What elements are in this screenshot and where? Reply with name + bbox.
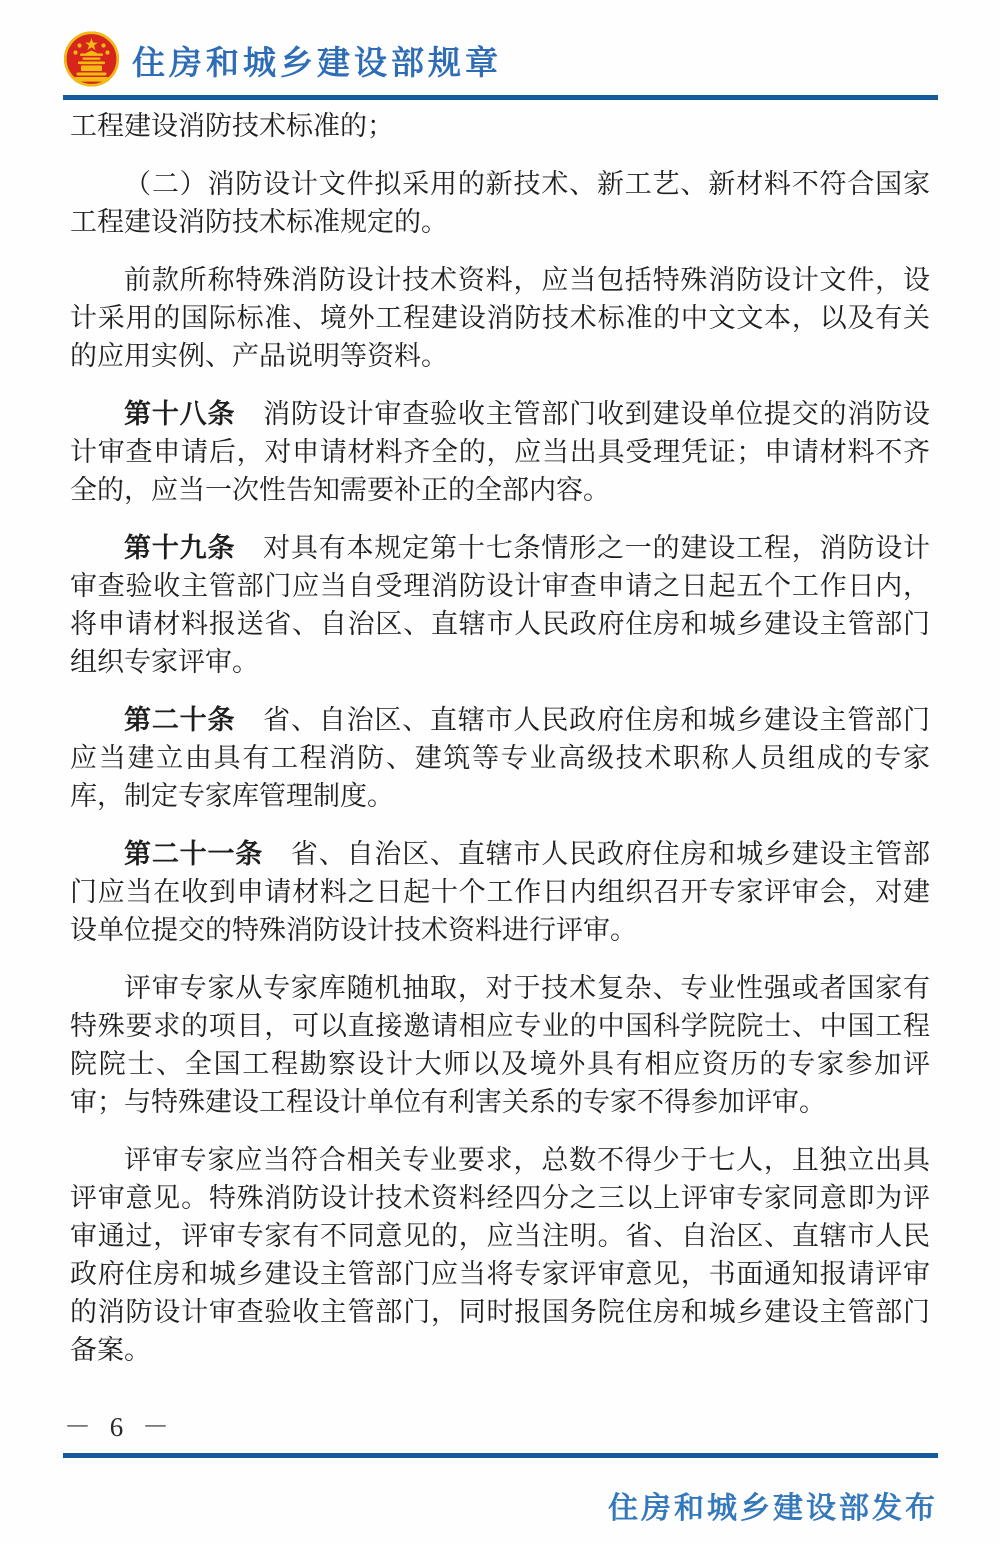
footer-divider [63,1453,938,1458]
article-number: 第十九条 [124,533,236,563]
article-number: 第十八条 [124,399,236,429]
article-number: 第二十条 [124,705,236,735]
china-national-emblem-icon [63,30,120,90]
page-title: 住房和城乡建设部规章 [132,45,502,82]
paragraph: 评审专家应当符合相关专业要求，总数不得少于七人，且独立出具评审意见。特殊消防设计技术资料经四分之三以上评审专家同意即为评审通过，评审专家有不同意见的，应当注明。省、自治区、直辖市人民政府住房和城乡建设主管部门应当将专家评审意见，书面通知报请评审的消防设计审查验收主管部门，同时报国务院住房和城乡建设主管部门备案。 [70,1145,930,1365]
paragraph: 评审专家从专家库随机抽取，对于技术复杂、专业性强或者国家有特殊要求的项目，可以直接邀请相应专业的中国科学院院士、中国工程院院士、全国工程勘察设计大师以及境外具有相应资历的专家参加评审；与特殊建设工程设计单位有利害关系的专家不得参加评审。 [70,973,930,1117]
paragraph: 第十九条 对具有本规定第十七条情形之一的建设工程，消防设计审查验收主管部门应当自受理消防设计审查申请之日起五个工作日内，将申请材料报送省、自治区、直辖市人民政府住房和城乡建设主管部门组织专家评审。 [70,533,931,677]
paragraph: 前款所称特殊消防设计技术资料，应当包括特殊消防设计文件，设计采用的国际标准、境外工程建设消防技术标准的中文文本，以及有关的应用实例、产品说明等资料。 [70,265,930,371]
page-header [63,30,502,90]
header-divider [63,95,938,100]
paragraph: 第二十一条 省、自治区、直辖市人民政府住房和城乡建设主管部门应当在收到申请材料之日起十个工作日内组织召开专家评审会，对建设单位提交的特殊消防设计技术资料进行评审。 [70,839,931,945]
paragraph: 工程建设消防技术标准的； [70,111,394,141]
publisher-label: 住房和城乡建设部发布 [608,1492,938,1525]
paragraph: （二）消防设计文件拟采用的新技术、新工艺、新材料不符合国家工程建设消防技术标准规定的。 [70,169,930,237]
paragraph: 第十八条 消防设计审查验收主管部门收到建设单位提交的消防设计审查申请后，对申请材料齐全的，应当出具受理凭证；申请材料不齐全的，应当一次性告知需要补正的全部内容。 [70,399,931,505]
regulation-body [70,107,930,1389]
page-number: － 6 － [64,1412,175,1442]
article-number: 第二十一条 [124,839,264,869]
paragraph: 第二十条 省、自治区、直辖市人民政府住房和城乡建设主管部门应当建立由具有工程消防、建筑等专业高级技术职称人员组成的专家库，制定专家库管理制度。 [70,705,931,811]
